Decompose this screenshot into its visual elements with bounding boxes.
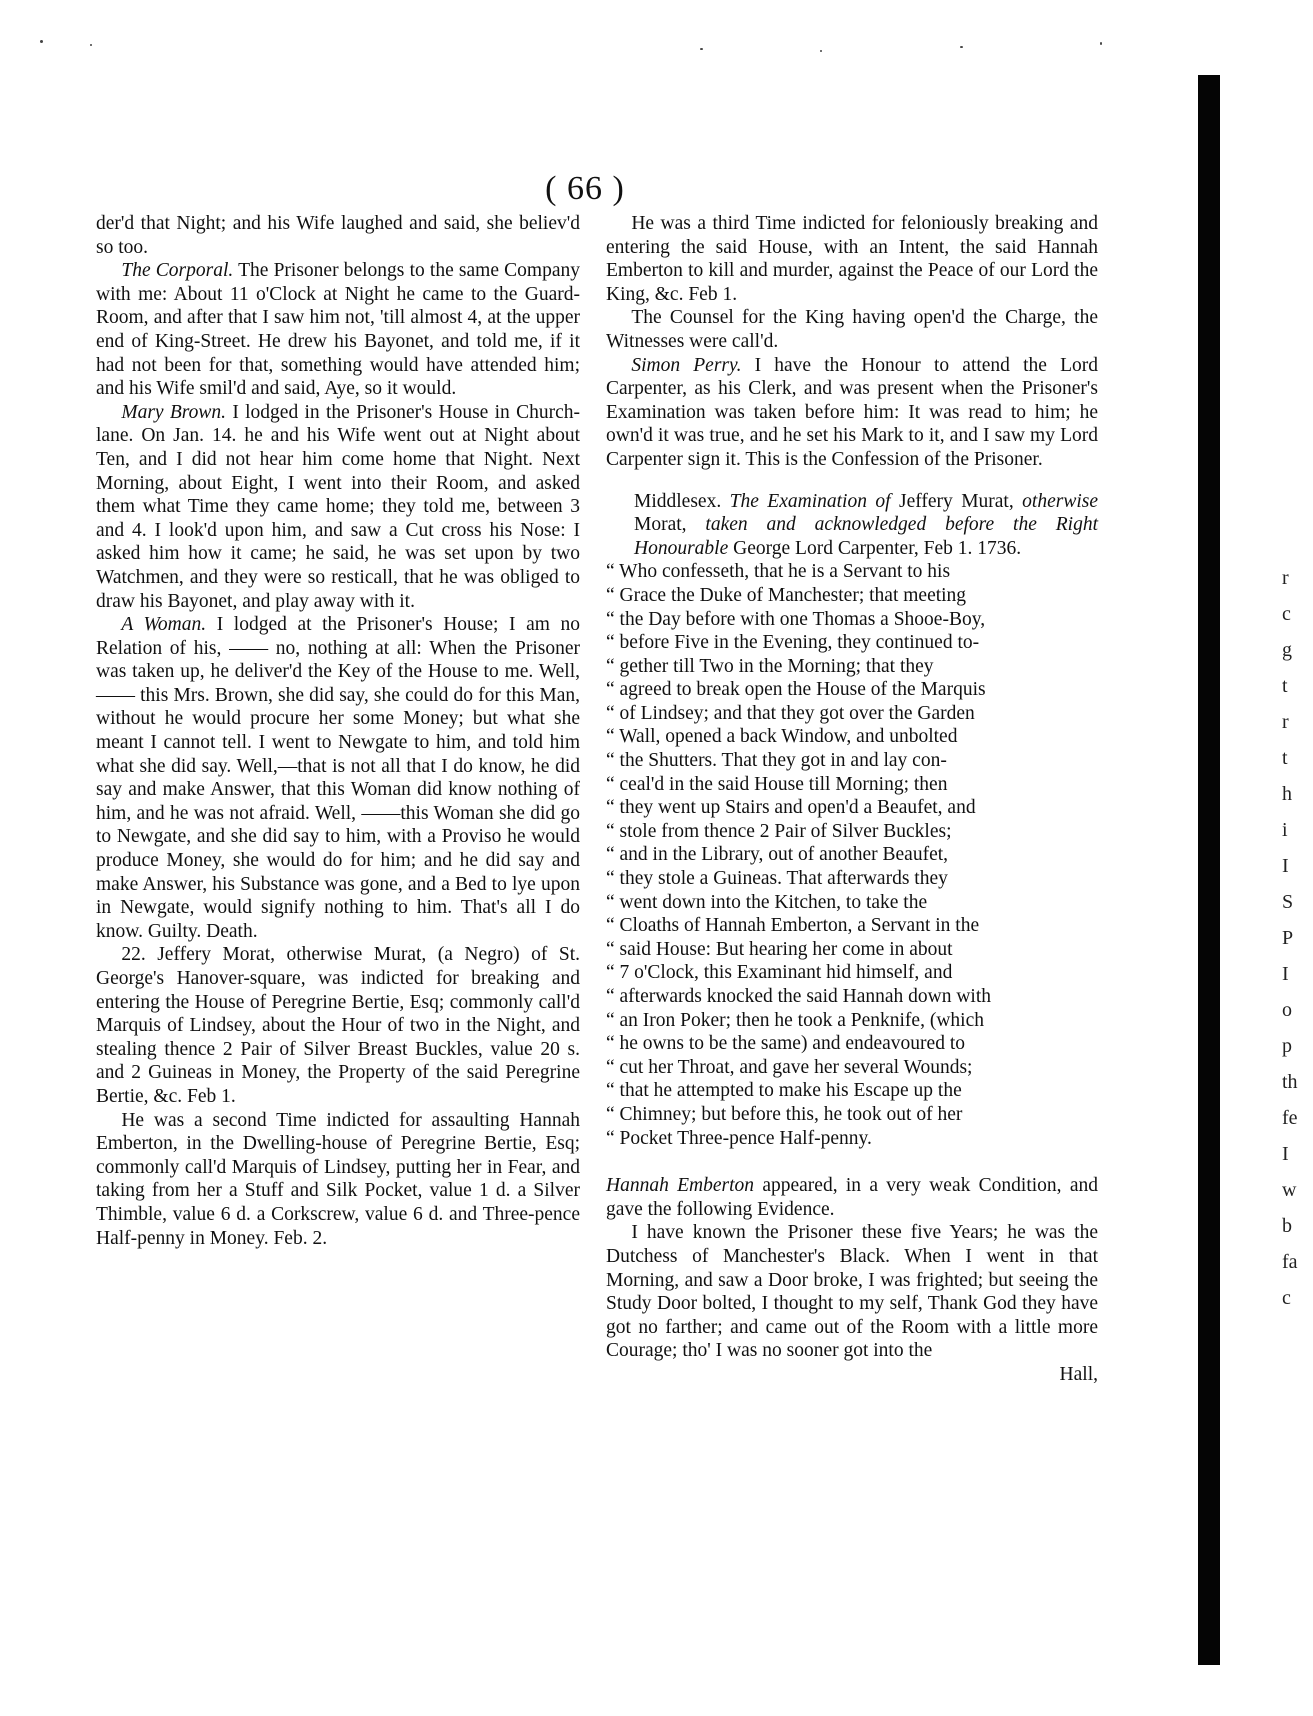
confession-line: “ stole from thence 2 Pair of Silver Buckles;: [606, 820, 952, 842]
left-column: [96, 212, 580, 1250]
testimony-paragraph: [606, 354, 1098, 472]
edge-mark: r: [1282, 567, 1289, 589]
confession-line: “ Chimney; but before this, he took out of her: [606, 1103, 963, 1125]
speaker-name: Hannah Emberton: [606, 1175, 755, 1197]
edge-mark: fa: [1282, 1251, 1298, 1273]
testimony-paragraph: [96, 401, 580, 613]
page-number: ( 66 ): [545, 170, 625, 207]
edge-mark: g: [1282, 639, 1292, 661]
confession-line: “ the Day before with one Thomas a Shooe-Boy,: [606, 608, 986, 630]
edge-mark: P: [1282, 927, 1294, 949]
confession-line: “ agreed to break open the House of the Marquis: [606, 679, 986, 701]
county-label: Middlesex.: [634, 490, 722, 512]
edge-mark: c: [1282, 1287, 1291, 1309]
testimony-text: I lodged at the Prisoner's House; I am no Relation of his, —— no, nothing at all: When the Prisoner was taken up, he deliver'd the Key of the House to me. Well,—— this Mrs. Brown, she did say, she could do for this Man, without he would procure her some Money; but what she meant I cannot tell. I went to Newgate to him, and told him what she did say. Well,—that is not all that I do know, he did say and make Answer, that this Woman did know nothing of him, and he was not afraid. Well, ——this Woman she did go to Newgate, and she did say to him, with a Proviso he would produce Money, she would do for him; and he did say and make Answer, his Substance was gone, and a Bed to lye upon in Newgate, would signify nothing to him. That's all I do know. Guilty. Death.: [96, 614, 580, 942]
edge-mark: w: [1282, 1179, 1297, 1201]
testimony-paragraph: [96, 613, 580, 943]
confession-line: “ and in the Library, out of another Beaufet,: [606, 844, 949, 866]
confession-line: “ cut her Throat, and gave her several Wounds;: [606, 1056, 973, 1078]
indictment-paragraph: 22. Jeffery Morat, otherwise Murat, (a Negro) of St. George's Hanover-square, was indicted for breaking and entering the House of Peregrine Bertie, Esq; commonly call'd Marquis of Lindsey, about the Hour of two in the Night, and stealing thence 2 Pair of Silver Breast Buckles, value 20 s. and 2 Guineas in Money, the Property of the said Peregrine Bertie, &c. Feb 1.: [96, 944, 580, 1107]
confession-line: “ Cloaths of Hannah Emberton, a Servant in the: [606, 915, 980, 937]
confession-line: “ of Lindsey; and that they got over the Garden: [606, 702, 975, 724]
scan-noise: [0, 30, 1313, 60]
edge-mark: fe: [1282, 1107, 1298, 1129]
confession-line: “ before Five in the Evening, they continued to-: [606, 632, 980, 654]
testimony-paragraph: [96, 259, 580, 401]
edge-mark: I: [1282, 855, 1289, 877]
heading-italic: The Examination of: [721, 490, 899, 512]
speaker-name: The Corporal.: [121, 260, 234, 282]
confession-line: “ went down into the Kitchen, to take the: [606, 891, 928, 913]
edge-mark: I: [1282, 963, 1289, 985]
confession-line: “ Who confesseth, that he is a Servant to his: [606, 561, 951, 583]
confession-line: “ the Shutters. That they got in and lay con-: [606, 750, 947, 772]
testimony-text: I have the Honour to attend the Lord Carpenter, as his Clerk, and was present when the Prisoner's Examination was taken before him: It was read to him; he own'd it was true, and he set his Mark to it, and I saw my Lord Carpenter sign it. This is the Confession of the Prisoner.: [606, 354, 1098, 470]
catchword: Hall,: [1059, 1363, 1098, 1385]
confession-line: “ ceal'd in the said House till Morning; then: [606, 773, 948, 795]
confession-line: “ 7 o'Clock, this Examinant hid himself, and: [606, 962, 953, 984]
edge-mark: S: [1282, 891, 1294, 913]
adjacent-page-fragments: [1282, 560, 1312, 1316]
edge-mark: t: [1282, 747, 1288, 769]
confession-line: “ that he attempted to make his Escape up the: [606, 1080, 962, 1102]
confession-block: [606, 560, 1098, 1150]
testimony-text: appeared, in a very weak Condition, and gave the following Evidence.: [606, 1175, 1098, 1220]
confession-line: “ Wall, opened a back Window, and unbolted: [606, 726, 958, 748]
edge-mark: c: [1282, 603, 1291, 625]
confession-line: “ he owns to be the same) and endeavoured to: [606, 1033, 965, 1055]
speaker-name: A Woman.: [121, 614, 207, 636]
confession-line: “ gether till Two in the Morning; that they: [606, 655, 934, 677]
edge-mark: b: [1282, 1215, 1292, 1237]
examination-heading: [606, 490, 1098, 561]
testimony-paragraph: [606, 1174, 1098, 1221]
confession-line: “ they went up Stairs and open'd a Beaufet, and: [606, 797, 976, 819]
confession-line: “ they stole a Guineas. That afterwards they: [606, 868, 948, 890]
confession-line: “ Grace the Duke of Manchester; that meeting: [606, 584, 967, 606]
edge-mark: h: [1282, 783, 1292, 805]
testimony-text: The Prisoner belongs to the same Company with me: About 11 o'Clock at Night he came to the Guard-Room, and after that I saw him not, 'till almost 4, at the upper end of King-Street. He drew his Bayonet, and told me, if it had not been for that, something would have attended him; and his Wife smil'd and said, Aye, so it would.: [96, 260, 580, 400]
indictment-paragraph: He was a third Time indicted for feloniously breaking and entering the said House, with an Intent, the said Hannah Emberton to kill and murder, against the Peace of our Lord the King, &c. Feb 1.: [606, 213, 1098, 305]
paragraph: The Counsel for the King having open'd the Charge, the Witnesses were call'd.: [606, 307, 1098, 352]
edge-mark: r: [1282, 711, 1289, 733]
heading-name: Morat,: [634, 514, 706, 536]
edge-mark: th: [1282, 1071, 1298, 1093]
speaker-name: Simon Perry.: [631, 354, 742, 376]
edge-mark: I: [1282, 1143, 1289, 1165]
heading-italic: otherwise: [1022, 490, 1098, 512]
right-column: [606, 212, 1098, 1387]
edge-mark: i: [1282, 819, 1288, 841]
heading-name: Jeffery Murat,: [898, 490, 1023, 512]
confession-line: “ Pocket Three-pence Half-penny.: [606, 1127, 872, 1149]
heading-name: George Lord Carpenter, Feb 1. 1736.: [733, 537, 1022, 559]
paragraph: der'd that Night; and his Wife laughed and said, she believ'd so too.: [96, 213, 580, 258]
confession-line: “ afterwards knocked the said Hannah down with: [606, 986, 992, 1007]
heading-italic: taken and acknowledged before the Right Honourable: [634, 514, 1099, 559]
edge-mark: t: [1282, 675, 1288, 697]
testimony-paragraph: I have known the Prisoner these five Years; he was the Dutchess of Manchester's Black. When I went in that Morning, and saw a Door broke, I was frighted; but seeing the Study Door bolted, I thought to my self, Thank God they have got no farther; and came out of the Room with a little more Courage; tho' I was no sooner got into the: [606, 1222, 1098, 1362]
confession-line: “ said House: But hearing her come in about: [606, 938, 953, 960]
edge-mark: p: [1282, 1035, 1292, 1057]
speaker-name: Mary Brown.: [121, 401, 227, 423]
page-gutter-shadow: [1198, 75, 1220, 1665]
edge-mark: o: [1282, 999, 1292, 1021]
confession-line: “ an Iron Poker; then he took a Penknife, (which: [606, 1009, 984, 1031]
testimony-text: I lodged in the Prisoner's House in Church-lane. On Jan. 14. he and his Wife went out at Night about Ten, and I did not hear him come home that Night. Next Morning, about Eight, I went into their Room, and asked them what Time they came home; they told me, between 3 and 4. I look'd upon him, and saw a Cut cross his Nose: I asked him how it came; he said, he was set upon by two Watchmen, and they were so resticall, that he was obliged to draw his Bayonet, and play away with it.: [96, 401, 580, 612]
indictment-paragraph: He was a second Time indicted for assaulting Hannah Emberton, in the Dwelling-house of Peregrine Bertie, Esq; commonly call'd Marquis of Lindsey, putting her in Fear, and taking from her a Stuff and Silk Pocket, value 1 d. a Silver Thimble, value 6 d. a Corkscrew, value 6 d. and Three-pence Half-penny in Money. Feb. 2.: [96, 1109, 580, 1249]
